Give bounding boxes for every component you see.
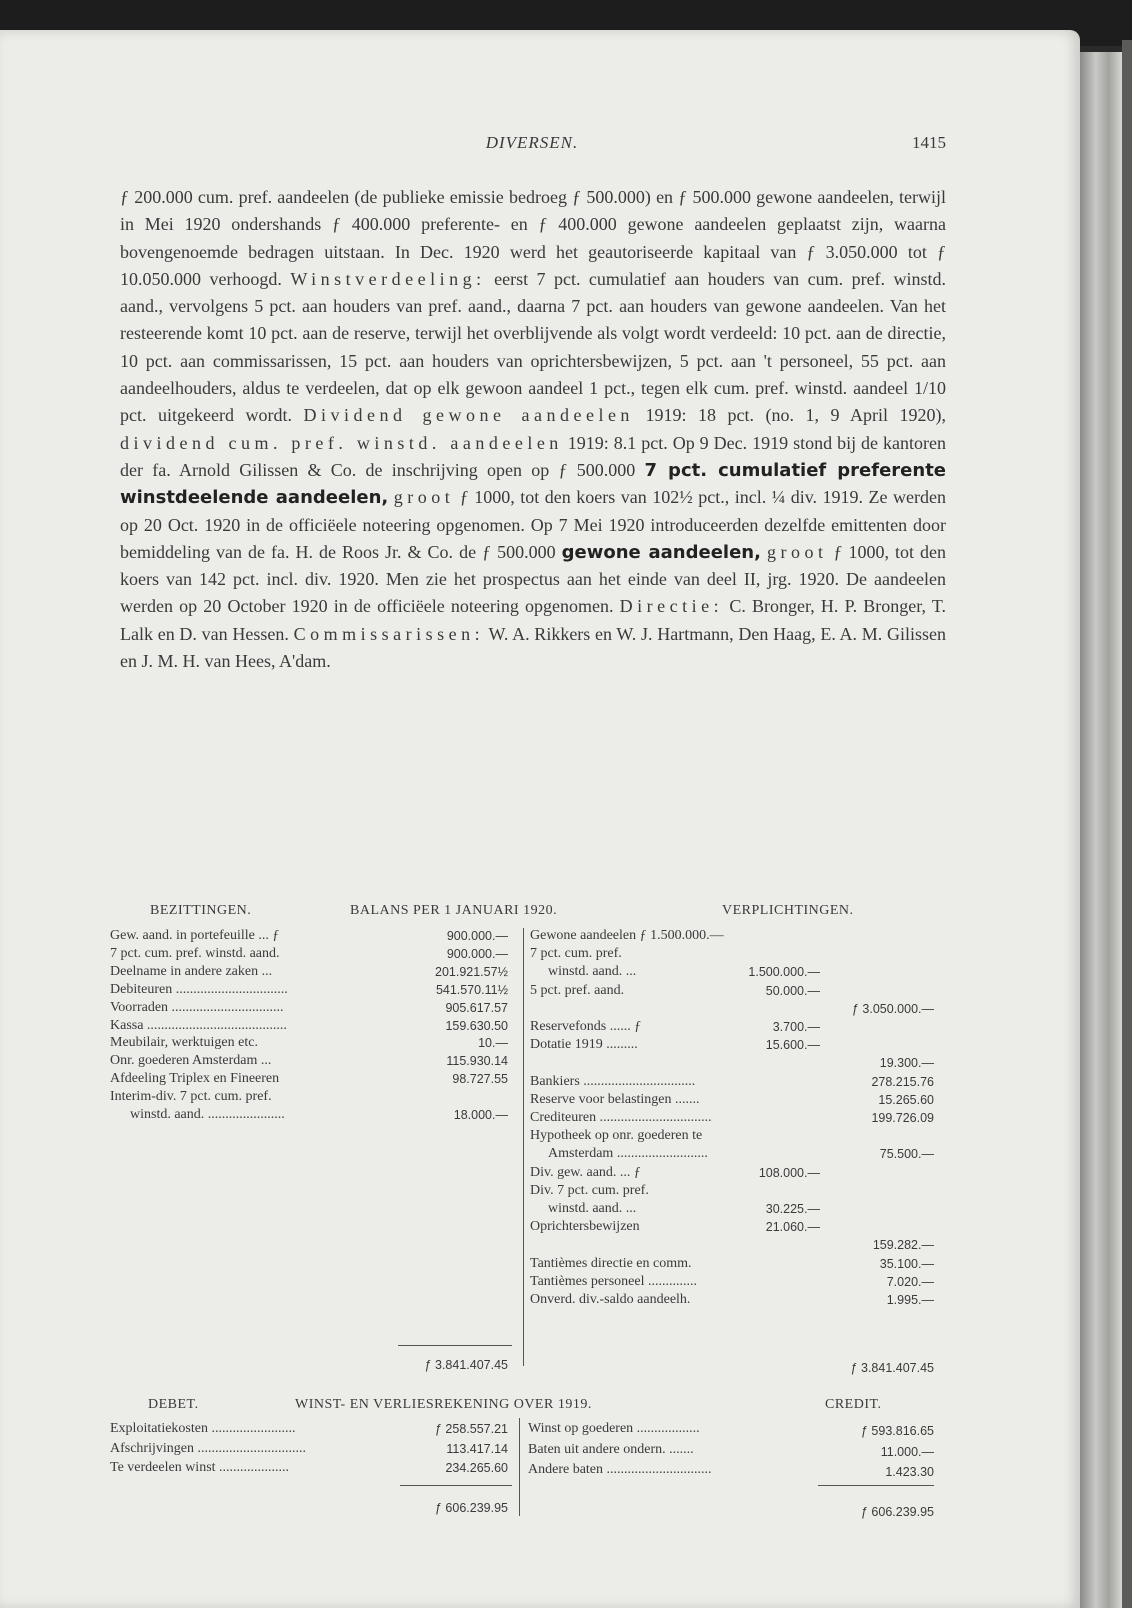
liability-amount: 75.500.— [879,1147,934,1162]
liability-amount: 1.995.— [886,1293,934,1307]
running-header [118,133,946,159]
pl-left-header: DEBET. [148,1397,199,1412]
label-dividend-cum: dividend cum. pref. winstd. aandeelen [120,432,563,453]
liability-subamount: 1.500.000.— [748,965,820,980]
liability-amount: 15.265.60 [878,1092,934,1107]
label-groot-1: groot [393,487,455,508]
liability-label: winstd. aand. ... [548,964,637,980]
debit-total: ƒ 606.239.95 [435,1501,508,1515]
asset-label: Afdeeling Triplex en Fineeren [110,1071,280,1087]
credit-label: Andere baten .............................. [528,1462,712,1477]
liability-amount: 19.300.— [879,1056,934,1071]
liability-amount: 278.215.76 [871,1074,934,1089]
label-commissarissen: Commissarissen: [293,623,485,644]
label-groot-2: groot [766,541,828,562]
label-winstverdeeling: Winstverdeeling: [290,268,486,289]
liability-amount: 199.726.09 [871,1111,934,1125]
debit-amount: 113.417.14 [446,1441,508,1456]
liability-label: Reserve voor belastingen ....... [530,1091,700,1107]
text-directie: C. Bronger, H. P. Bronger, T. Lalk en D. van Hessen. [120,596,947,644]
credit-label: Winst op goederen .................. [528,1421,700,1436]
liability-subamount: 3.700.— [772,1020,820,1034]
heading-common-shares: gewone aandeelen, [561,541,761,563]
liability-label: Oprichtersbewijzen [530,1219,640,1235]
pl-divider [519,1418,520,1516]
liability-subamount: 15.600.— [765,1038,820,1053]
text-capital-intro: ƒ 200.000 cum. pref. aandeelen (de publieke emissie bedroeg ƒ 500.000) en ƒ 500.000 gewone aandeelen, terwijl in Mei 1920 ondershands ƒ 400.000 preferente- en ƒ 400.000 gewone aandeelen geplaatst zijn, waarna bovengenoemde bedragen uitstaan. In Dec. 1920 werd het geautoriseerde kapitaal van ƒ 3.050.000 tot ƒ 10.050.000 verhoogd. [120,187,946,289]
liability-label: Hypotheek op onr. goederen te [530,1128,703,1144]
asset-amount: 905.617.57 [445,1000,508,1015]
asset-amount: 900.000.— [446,929,508,943]
asset-amount: 900.000.— [446,946,508,961]
credit-label: Baten uit andere ondern. ....... [528,1441,694,1457]
asset-amount: 98.727.55 [452,1072,508,1087]
balance-title: BALANS PER 1 JANUARI 1920. [350,903,558,918]
liability-label: Div. 7 pct. cum. pref. [530,1182,649,1198]
asset-label: Gew. aand. in portefeuille ... ƒ [110,928,280,943]
liability-label: Gewone aandeelen ƒ 1.500.000.— [530,928,724,943]
text-groot-1: ƒ 1000, tot den koers van 102½ pct., incl. ¼ div. 1919. Ze werden op 20 Oct. 1920 in de officiëele noteering opgenomen. Op 7 Mei 1920 introduceerden dezelfde emittenten door bemiddeling van de fa. H. de Roos Jr. & Co. de ƒ 500.000 [120,487,947,562]
liability-label: Bankiers ................................ [530,1073,696,1089]
asset-label: Debiteuren ................................ [110,981,288,997]
heading-pref-shares: 7 pct. cumulatief preferente winstdeelende aandeelen, [120,459,947,509]
asset-amount: 201.921.57½ [435,964,508,979]
liability-label: 5 pct. pref. aand. [530,982,625,998]
credit-amount: ƒ 593.816.65 [861,1424,934,1438]
debit-label: Exploitatiekosten ........................ [110,1421,296,1436]
asset-label: Voorraden ................................ [110,999,284,1015]
liability-subamount: 21.060.— [765,1220,820,1235]
liability-amount: ƒ 3.050.000.— [851,1001,934,1016]
liability-subamount: 50.000.— [765,983,820,998]
text-commissarissen: W. A. Rikkers en W. J. Hartmann, Den Haag, E. A. M. Gilissen en J. M. H. van Hees, A'dam. [120,623,947,672]
book-spine-shadow [1122,40,1132,1608]
body-paragraph [120,184,946,675]
liability-label: Onverd. div.-saldo aandeelh. [530,1292,691,1307]
text-dividend-cum: 1919: 8.1 pct. Op 9 Dec. 1919 stond bij de kantoren der fa. Arnold Gilissen & Co. de inschrijving open op ƒ 500.000 [120,432,946,480]
credit-total-rule [818,1485,934,1486]
credit-total: ƒ 606.239.95 [861,1505,934,1519]
credit-amount: 11.000.— [880,1444,934,1459]
asset-label: Meubilair, werktuigen etc. [110,1035,258,1051]
asset-amount: 18.000.— [453,1108,508,1122]
liabilities-total: ƒ 3.841.407.45 [850,1361,934,1375]
balance-right-header: VERPLICHTINGEN. [722,903,854,918]
debit-amount: 234.265.60 [445,1461,508,1475]
debit-label: Afschrijvingen ............................... [110,1440,306,1456]
asset-label: Kassa ........................................ [110,1017,287,1033]
pl-title: WINST- EN VERLIESREKENING OVER 1919. [295,1397,592,1412]
text-dividend-gewone: 1919: 18 pct. (no. 1, 9 April 1920), [645,405,947,426]
liability-label: Reservefonds ...... ƒ [530,1019,642,1034]
liability-amount: 7.020.— [886,1274,934,1289]
liability-amount: 35.100.— [879,1256,934,1271]
debit-amount: ƒ 258.557.21 [435,1422,508,1436]
asset-amount: 159.630.50 [445,1018,508,1033]
asset-label: winstd. aand. ...................... [130,1107,285,1122]
liability-label: Amsterdam .......................... [548,1146,708,1162]
asset-amount: 115.930.14 [446,1054,508,1069]
page-number: 1415 [912,133,946,152]
balance-divider [523,928,524,1366]
text-winstverdeeling: eerst 7 pct. cumulatief aan houders van cum. pref. winstd. aand., vervolgens 5 pct. aan houders van pref. aand., daarna 7 pct. aan houders van gewone aandeelen. Van het resteerende komt 10 pct. aan de reserve, terwijl het overblijvende als volgt wordt verdeeld: 10 pct. aan de directie, 10 pct. aan commissarissen, 15 pct. aan houders van oprichtersbewijzen, 5 pct. aan 't personeel, 55 pct. aan aandeelhouders, aldus te verdeelen, dat op elk gewoon aandeel 1 pct., tegen elk cum. pref. winstd. aandeel 1/10 pct. uitgekeerd wordt. [120,268,947,426]
asset-amount: 541.570.11½ [435,982,508,997]
liability-label: Div. gew. aand. ... ƒ [530,1164,641,1180]
debit-label: Te verdeelen winst .................... [110,1460,290,1475]
asset-label: Deelname in andere zaken ... [110,963,273,979]
debit-total-rule [400,1485,512,1486]
asset-label: Onr. goederen Amsterdam ... [110,1053,272,1069]
liability-label: Tantièmes directie en comm. [530,1255,692,1271]
liability-label: winstd. aand. ... [548,1201,637,1216]
liability-subamount: 30.225.— [765,1202,820,1216]
asset-label: 7 pct. cum. pref. winstd. aand. [110,945,280,961]
text-groot-2: ƒ 1000, tot den koers van 142 pct. incl. div. 1920. Men zie het prospectus aan het einde van deel II, jrg. 1920. De aandeelen werden op 20 October 1920 in de officiëele noteering opgenomen. [120,541,946,617]
liability-label: Dotatie 1919 ......... [530,1037,638,1053]
section-title: DIVERSEN. [485,133,579,152]
label-directie: Directie: [619,596,724,617]
liability-label: Tantièmes personeel .............. [530,1273,697,1289]
pl-right-header: CREDIT. [825,1397,882,1412]
liability-amount: 159.282.— [872,1238,934,1253]
assets-total-rule [398,1345,512,1346]
asset-amount: 10.— [478,1036,508,1051]
liability-subamount: 108.000.— [758,1165,820,1180]
label-dividend-gewone: Dividend gewone aandeelen [303,405,634,426]
credit-amount: 1.423.30 [885,1465,934,1479]
balance-left-header: BEZITTINGEN. [150,903,252,918]
liability-label: 7 pct. cum. pref. [530,946,622,962]
liability-label: Crediteuren ................................ [530,1110,712,1125]
assets-total: ƒ 3.841.407.45 [424,1358,508,1372]
asset-label: Interim-div. 7 pct. cum. pref. [110,1089,272,1105]
